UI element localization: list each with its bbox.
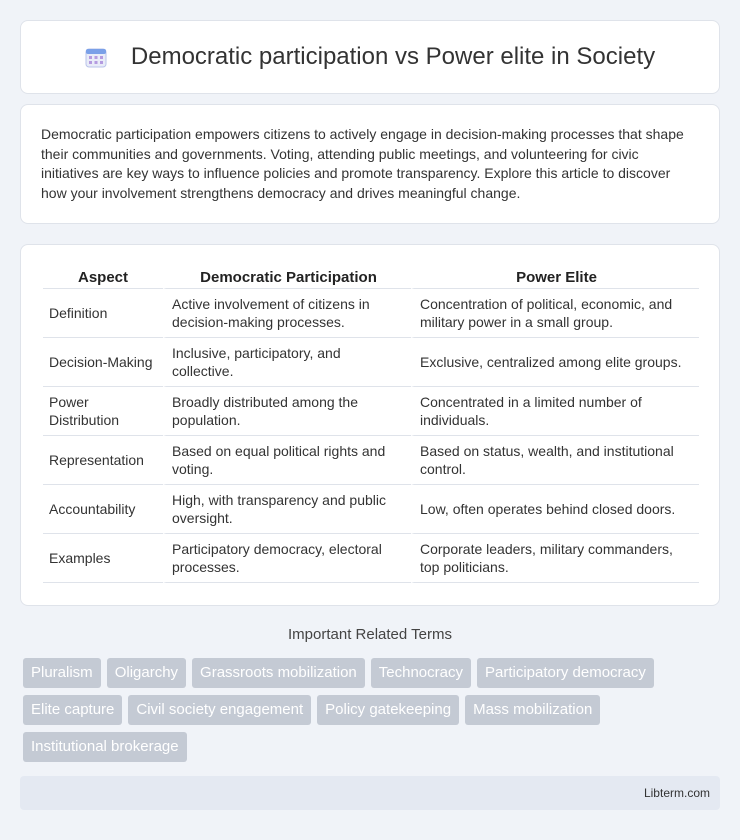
comparison-table: [43, 267, 699, 583]
related-terms-list: [23, 658, 713, 762]
table-header-row: [43, 267, 699, 289]
table-row: [43, 485, 699, 534]
footer: [20, 776, 720, 810]
row-aspect: Accountability: [43, 485, 163, 534]
tag-technocracy[interactable]: Technocracy: [371, 658, 471, 688]
tag-institutional-brokerage[interactable]: Institutional brokerage: [23, 732, 187, 762]
table-row: [43, 387, 699, 436]
row-democratic: High, with transparency and public oversight.: [163, 485, 411, 534]
tag-civil-society-engagement[interactable]: Civil society engagement: [128, 695, 311, 725]
tag-oligarchy[interactable]: Oligarchy: [107, 658, 186, 688]
row-aspect: Examples: [43, 534, 163, 583]
tag-mass-mobilization[interactable]: Mass mobilization: [465, 695, 600, 725]
tag-participatory-democracy[interactable]: Participatory democracy: [477, 658, 654, 688]
table-row: [43, 534, 699, 583]
intro-text: Democratic participation empowers citizens to actively engage in decision-making processes that shape their communities and governments. Voting, attending public meetings, and volunteering for civic initiatives are key ways to influence policies and promote transparency. Explore this article to discover how your involvement strengthens democracy and drives meaningful change.: [41, 126, 684, 201]
header-power-elite: Power Elite: [411, 267, 699, 289]
intro-card: [20, 104, 720, 224]
row-elite: Based on status, wealth, and institutional control.: [411, 436, 699, 485]
tag-grassroots-mobilization[interactable]: Grassroots mobilization: [192, 658, 365, 688]
row-democratic: Participatory democracy, electoral processes.: [163, 534, 411, 583]
row-elite: Low, often operates behind closed doors.: [411, 485, 699, 534]
row-democratic: Broadly distributed among the population.: [163, 387, 411, 436]
row-aspect: Power Distribution: [43, 387, 163, 436]
tag-policy-gatekeeping[interactable]: Policy gatekeeping: [317, 695, 459, 725]
row-aspect: Decision-Making: [43, 338, 163, 387]
row-democratic: Active involvement of citizens in decision-making processes.: [163, 289, 411, 338]
row-elite: Exclusive, centralized among elite groups.: [411, 338, 699, 387]
table-row: [43, 338, 699, 387]
footer-site-link[interactable]: Libterm.com: [643, 786, 710, 800]
row-elite: Corporate leaders, military commanders, top politicians.: [411, 534, 699, 583]
row-elite: Concentrated in a limited number of individuals.: [411, 387, 699, 436]
row-elite: Concentration of political, economic, and military power in a small group.: [411, 289, 699, 338]
header-democratic-participation: Democratic Participation: [163, 267, 411, 289]
title-card: [20, 20, 720, 94]
table-row: [43, 436, 699, 485]
row-democratic: Based on equal political rights and voting.: [163, 436, 411, 485]
page-title: Democratic participation vs Power elite in Society: [130, 43, 656, 70]
row-aspect: Representation: [43, 436, 163, 485]
comparison-table-card: [20, 244, 720, 606]
table-row: [43, 289, 699, 338]
tag-pluralism[interactable]: Pluralism: [23, 658, 101, 688]
calendar-icon: [85, 46, 107, 68]
related-terms-title: Important Related Terms: [288, 626, 452, 643]
row-democratic: Inclusive, participatory, and collective.: [163, 338, 411, 387]
row-aspect: Definition: [43, 289, 163, 338]
header-aspect: Aspect: [43, 267, 163, 289]
tag-elite-capture[interactable]: Elite capture: [23, 695, 122, 725]
